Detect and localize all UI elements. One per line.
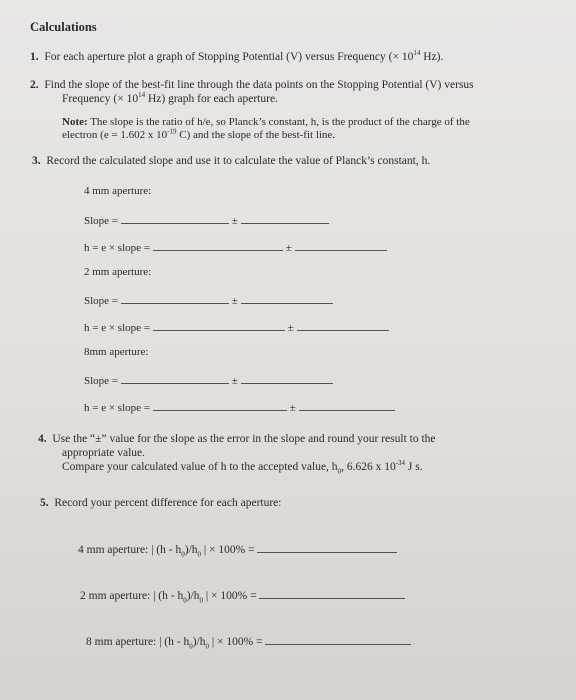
slope-error-blank[interactable] — [241, 373, 333, 384]
aperture-4mm-h-row — [84, 240, 387, 254]
percent-sub: 0 — [183, 596, 187, 605]
item-3-text: Record the calculated slope and use it to calculate the value of Planck’s constant, h. — [46, 155, 431, 167]
item-2-sup: 14 — [138, 91, 146, 100]
percent-label: 2 mm aperture: | (h - h — [80, 590, 184, 602]
item-2-line2b: Hz) graph for each aperture. — [145, 93, 278, 105]
item-5-number: 5. — [40, 497, 49, 509]
slope-value-blank[interactable] — [121, 293, 229, 304]
item-4 — [38, 432, 436, 446]
aperture-2mm-slope-row — [84, 293, 333, 307]
item-2 — [30, 78, 474, 92]
note-text1: The slope is the ratio of h/e, so Planck’s constant, h, is the product of the charge of the — [87, 116, 470, 128]
item-4-sub: 0 — [337, 467, 342, 476]
item-4-line3c: J s. — [405, 461, 423, 473]
item-2-line2 — [62, 92, 278, 106]
aperture-2mm-label: 2 mm aperture: — [84, 266, 152, 278]
percent-tail: | × 100% = — [203, 590, 257, 602]
percent-sub2: 0 — [199, 596, 203, 605]
percent-row-8mm — [86, 634, 411, 650]
slope-error-blank[interactable] — [241, 293, 333, 304]
item-4-line3 — [62, 460, 423, 478]
item-4-line3a: Compare your calculated value of h to the accepted value, h — [62, 461, 338, 473]
percent-mid: )/h — [184, 544, 198, 556]
slope-error-blank[interactable] — [241, 213, 329, 224]
slope-label: Slope = — [84, 375, 119, 387]
slope-label: Slope = — [84, 295, 119, 307]
h-label: h = e × slope = — [84, 402, 150, 414]
item-1-number: 1. — [30, 51, 39, 63]
note-line2a: electron (e = 1.602 x 10 — [62, 129, 168, 141]
slope-value-blank[interactable] — [121, 213, 229, 224]
aperture-4mm-slope-row — [84, 213, 329, 227]
item-3-number: 3. — [32, 155, 41, 167]
note-sup: -19 — [167, 127, 177, 136]
slope-value-blank[interactable] — [121, 373, 229, 384]
h-value-blank[interactable] — [153, 320, 285, 331]
item-4-number: 4. — [38, 433, 47, 445]
note-line1 — [62, 116, 470, 129]
percent-blank[interactable] — [259, 588, 405, 599]
h-error-blank[interactable] — [295, 240, 387, 251]
plus-minus-sign: ± — [231, 375, 238, 387]
plus-minus-sign: ± — [231, 215, 238, 227]
h-value-blank[interactable] — [153, 240, 283, 251]
item-4-line1: Use the “±” value for the slope as the error in the slope and round your result to the — [52, 433, 436, 445]
item-5-text: Record your percent difference for each aperture: — [54, 497, 282, 509]
aperture-8mm-h-row — [84, 400, 395, 414]
plus-minus-sign: ± — [285, 242, 292, 254]
h-value-blank[interactable] — [153, 400, 287, 411]
percent-mid: )/h — [186, 590, 200, 602]
aperture-8mm-label: 8mm aperture: — [84, 346, 149, 358]
item-1-sup: 14 — [413, 49, 421, 58]
percent-label: 4 mm aperture: | (h - h — [78, 544, 182, 556]
percent-blank[interactable] — [265, 634, 411, 645]
h-label: h = e × slope = — [84, 242, 150, 254]
item-1-text: For each aperture plot a graph of Stopping Potential (V) versus Frequency (× 10 — [44, 51, 414, 63]
item-2-line1: Find the slope of the best-fit line through the data points on the Stopping Potential (V) versus — [44, 79, 474, 91]
plus-minus-sign: ± — [287, 322, 294, 334]
h-error-blank[interactable] — [299, 400, 395, 411]
percent-row-4mm — [78, 542, 397, 558]
percent-label: 8 mm aperture: | (h - h — [86, 636, 190, 648]
note-label: Note: — [62, 116, 88, 128]
aperture-4mm-label: 4 mm aperture: — [84, 185, 152, 197]
slope-label: Slope = — [84, 215, 119, 227]
note-line2b: C) and the slope of the best-fit line. — [176, 129, 336, 141]
percent-sub2: 0 — [197, 550, 201, 559]
item-5 — [40, 496, 281, 510]
section-title: Calculations — [30, 20, 97, 34]
item-4-sup: -34 — [395, 459, 406, 468]
percent-row-2mm — [80, 588, 405, 604]
percent-blank[interactable] — [257, 542, 397, 553]
item-3 — [32, 154, 430, 168]
item-1-tail: Hz). — [420, 51, 444, 63]
item-4-line3b: , 6.626 x 10 — [341, 461, 396, 473]
item-4-line2: appropriate value. — [62, 447, 146, 459]
percent-mid: )/h — [192, 636, 206, 648]
item-2-number: 2. — [30, 79, 39, 91]
percent-tail: | × 100% = — [209, 636, 263, 648]
aperture-8mm-slope-row — [84, 373, 333, 387]
aperture-2mm-h-row — [84, 320, 389, 334]
percent-sub: 0 — [189, 642, 193, 651]
plus-minus-sign: ± — [289, 402, 296, 414]
plus-minus-sign: ± — [231, 295, 238, 307]
item-1 — [30, 50, 443, 64]
percent-sub: 0 — [181, 550, 185, 559]
h-label: h = e × slope = — [84, 322, 150, 334]
percent-tail: | × 100% = — [201, 544, 255, 556]
item-2-line2a: Frequency (× 10 — [62, 93, 139, 105]
h-error-blank[interactable] — [297, 320, 389, 331]
percent-sub2: 0 — [205, 642, 209, 651]
note-line2 — [62, 129, 335, 142]
